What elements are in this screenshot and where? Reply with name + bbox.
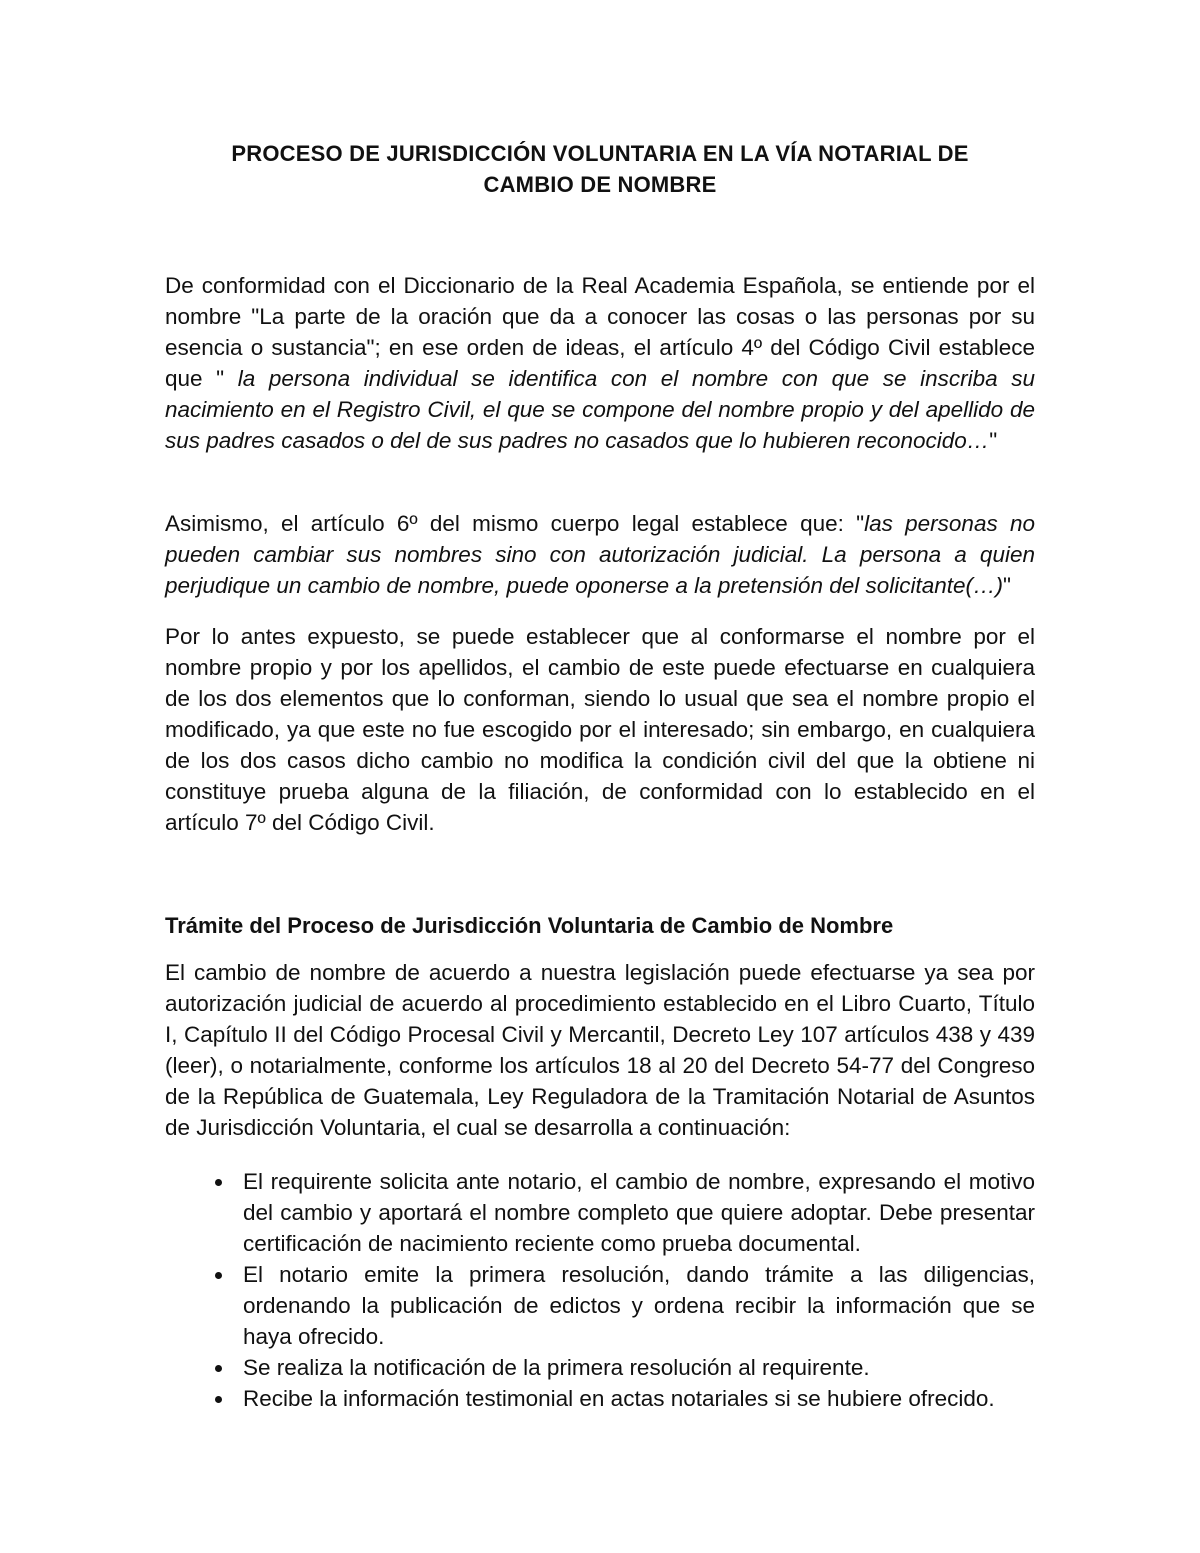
bullet-icon [215, 1396, 222, 1403]
bullet-icon [215, 1179, 222, 1186]
section-heading: Trámite del Proceso de Jurisdicción Voluntaria de Cambio de Nombre [165, 913, 894, 938]
list-item [165, 1383, 1035, 1414]
paragraph-definition-end: " [989, 428, 998, 453]
list-item [165, 1166, 1035, 1259]
paragraph-conclusion: Por lo antes expuesto, se puede establecer que al conformarse el nombre por el nombre propio y por los apellidos, el cambio de este puede efectuarse en cualquiera de los dos elementos que lo conforman, siendo lo usual que sea el nombre propio el modificado, ya que este no fue escogido por el interesado; sin embargo, en cualquiera de los dos casos dicho cambio no modifica la condición civil del que la obtiene ni constituye prueba alguna de la filiación, de conformidad con lo establecido en el artículo 7º del Código Civil. [165, 624, 1035, 835]
paragraph-article-6-text: Asimismo, el artículo 6º del mismo cuerpo legal establece que: " [165, 511, 865, 536]
paragraph-article-6-end: " [1003, 573, 1012, 598]
list-item-text: Recibe la información testimonial en actas notariales si se hubiere ofrecido. [243, 1386, 995, 1411]
bullet-icon [215, 1272, 222, 1279]
title-line-1: PROCESO DE JURISDICCIÓN VOLUNTARIA EN LA VÍA NOTARIAL DE [231, 141, 969, 166]
document-title [165, 138, 1035, 200]
procedure-steps-list [165, 1166, 1035, 1414]
list-item [165, 1259, 1035, 1352]
bullet-icon [215, 1365, 222, 1372]
paragraph-article-6 [165, 508, 1035, 601]
list-item-text: El notario emite la primera resolución, dando trámite a las diligencias, ordenando la publicación de edictos y ordena recibir la información que se haya ofrecido. [243, 1262, 1035, 1349]
list-item-text: Se realiza la notificación de la primera resolución al requirente. [243, 1355, 870, 1380]
list-item-text: El requirente solicita ante notario, el cambio de nombre, expresando el motivo del cambio y aportará el nombre completo que quiere adoptar. Debe presentar certificación de nacimiento reciente como prueba documental. [243, 1169, 1035, 1256]
paragraph-definition [165, 270, 1035, 456]
title-line-2: CAMBIO DE NOMBRE [483, 172, 717, 197]
list-item [165, 1352, 1035, 1383]
paragraph-article-6-quote: las personas no pueden cambiar sus nombres sino con autorización judicial. La persona a quien perjudique un cambio de nombre, puede oponerse a la pretensión del solicitante(…) [165, 511, 1035, 598]
paragraph-procedure: El cambio de nombre de acuerdo a nuestra legislación puede efectuarse ya sea por autorización judicial de acuerdo al procedimiento establecido en el Libro Cuarto, Título I, Capítulo II del Código Procesal Civil y Mercantil, Decreto Ley 107 artículos 438 y 439 (leer), o notarialmente, conforme los artículos 18 al 20 del Decreto 54-77 del Congreso de la República de Guatemala, Ley Reguladora de la Tramitación Notarial de Asuntos de Jurisdicción Voluntaria, el cual se desarrolla a continuación: [165, 960, 1035, 1140]
paragraph-definition-text: De conformidad con el Diccionario de la Real Academia Española, se entiende por el nombre "La parte de la oración que da a conocer las cosas o las personas por su esencia o sustancia"; en ese orden de ideas, el artículo 4º del Código Civil establece que " [165, 273, 1035, 391]
paragraph-definition-quote: la persona individual se identifica con el nombre con que se inscriba su nacimiento en el Registro Civil, el que se compone del nombre propio y del apellido de sus padres casados o del de sus padres no casados que lo hubieren reconocido… [165, 366, 1035, 453]
